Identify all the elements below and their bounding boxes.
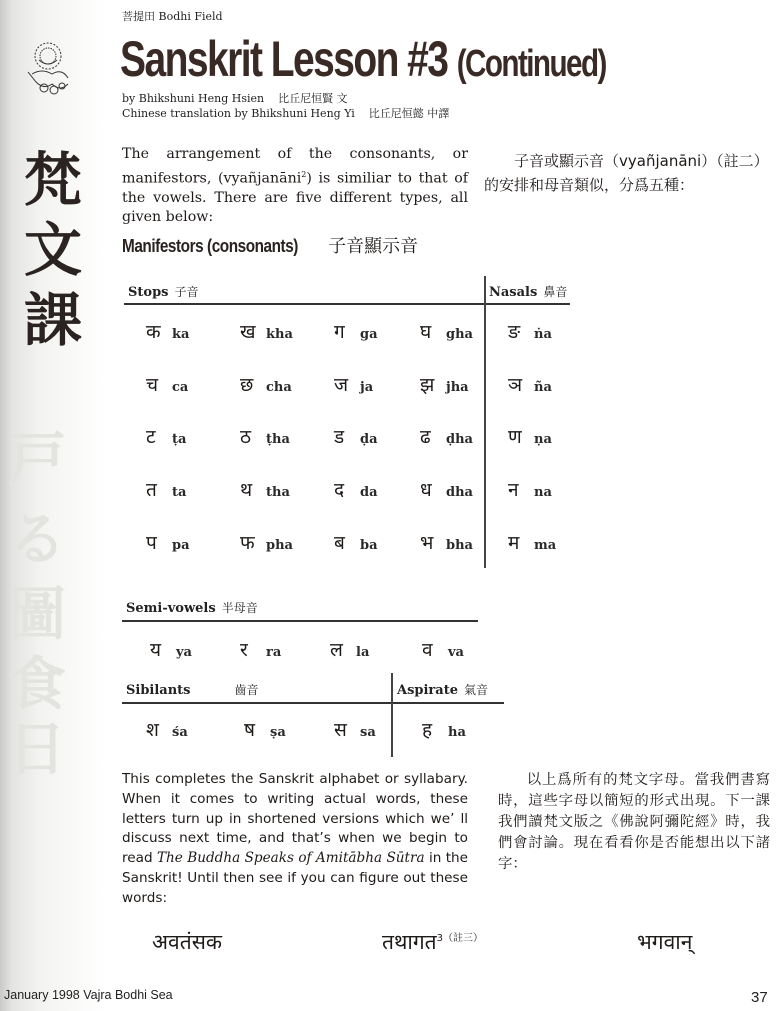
letter-cell bbox=[146, 371, 188, 397]
side-title-char: 課 bbox=[23, 286, 82, 354]
letter-cell bbox=[240, 371, 292, 397]
side-title-char: 文 bbox=[23, 216, 82, 284]
intro-paragraph bbox=[122, 145, 468, 228]
devanagari-glyph: द bbox=[334, 479, 345, 501]
nasals-label-zh: 鼻音 bbox=[543, 285, 568, 299]
letter-cell bbox=[422, 716, 466, 742]
letter-cell bbox=[508, 476, 552, 502]
table-divider bbox=[484, 276, 486, 568]
side-title-char: 梵 bbox=[23, 146, 82, 214]
transliteration: ya bbox=[176, 645, 192, 660]
transliteration: va bbox=[448, 645, 464, 660]
letter-cell bbox=[334, 318, 378, 344]
transliteration: kha bbox=[266, 327, 293, 342]
footnote-note: （註三） bbox=[443, 933, 483, 944]
transliteration: jha bbox=[446, 380, 469, 395]
transliteration: ṭha bbox=[266, 432, 290, 447]
practice-word bbox=[152, 928, 222, 956]
transliteration: ka bbox=[172, 327, 190, 342]
ghost-char: る bbox=[8, 505, 67, 573]
letter-cell bbox=[420, 529, 473, 555]
transliteration: tha bbox=[266, 485, 290, 500]
sibilants-label-zh: 齒音 bbox=[234, 683, 259, 697]
transliteration: sa bbox=[360, 725, 376, 740]
devanagari-glyph: भ bbox=[420, 532, 434, 554]
aspirate-header bbox=[397, 681, 488, 698]
ghost-char: 日 bbox=[8, 715, 67, 783]
letter-cell bbox=[240, 318, 293, 344]
nasals-header bbox=[489, 283, 567, 300]
letter-cell bbox=[508, 529, 556, 555]
table-rule bbox=[122, 620, 478, 622]
aspirate-label-zh: 氣音 bbox=[463, 683, 488, 697]
transliteration: ta bbox=[172, 485, 187, 500]
intro-text: The arrangement of the consonants, or manifestors, (vyañjanāni bbox=[122, 146, 468, 187]
transliteration: na bbox=[534, 485, 552, 500]
transliteration: ṣa bbox=[270, 725, 286, 740]
transliteration: la bbox=[356, 645, 370, 660]
letter-cell bbox=[240, 423, 290, 449]
letter-cell bbox=[146, 318, 189, 344]
title-main: Sanskrit Lesson #3 bbox=[120, 31, 448, 87]
letter-cell bbox=[244, 716, 286, 742]
devanagari-glyph: म bbox=[508, 532, 520, 554]
transliteration: ja bbox=[360, 380, 374, 395]
devanagari-glyph: ढ bbox=[420, 426, 431, 448]
ghost-char: 圖 bbox=[8, 580, 67, 648]
stops-label-zh: 子音 bbox=[174, 285, 199, 299]
transliteration: ra bbox=[266, 645, 282, 660]
practice-word bbox=[637, 928, 692, 956]
letter-cell bbox=[508, 318, 552, 344]
transliteration: ḍha bbox=[446, 432, 473, 447]
footer-issue: January 1998 Vajra Bodhi Sea bbox=[4, 988, 173, 1002]
guardian-lion-icon bbox=[22, 38, 74, 98]
closing-paragraph-zh: 以上爲所有的梵文字母。當我們書寫時，這些字母以簡短的形式出現。下一課我們讀梵文版之《佛說阿彌陀經》時，我們會討論。現在看看你是否能想出以下諸字： bbox=[498, 772, 770, 872]
devanagari-glyph: ज bbox=[334, 374, 349, 396]
transliteration: ḍa bbox=[360, 432, 378, 447]
letter-cell bbox=[420, 476, 473, 502]
devanagari-glyph: च bbox=[146, 374, 159, 396]
section-heading bbox=[122, 232, 418, 258]
practice-word bbox=[382, 928, 483, 956]
closing-text: in the Sanskrit! Until then see if you can figure out these words: bbox=[122, 850, 469, 906]
letter-cell bbox=[146, 529, 190, 555]
transliteration: gha bbox=[446, 327, 473, 342]
word-text: अवतंसक bbox=[152, 930, 223, 954]
transliteration: ña bbox=[534, 380, 552, 395]
sibilants-label: Sibilants bbox=[126, 683, 191, 698]
ghost-char: 戸 bbox=[8, 425, 67, 493]
devanagari-glyph: ङ bbox=[508, 321, 521, 343]
letter-cell bbox=[146, 716, 188, 742]
letter-cell bbox=[334, 423, 378, 449]
nasals-label: Nasals bbox=[489, 285, 538, 300]
letter-cell bbox=[240, 636, 281, 662]
word-text: तथागत bbox=[382, 930, 437, 954]
letter-cell bbox=[240, 476, 290, 502]
devanagari-glyph: त bbox=[146, 479, 157, 501]
section-heading-en: Manifestors (consonants) bbox=[122, 236, 298, 256]
intro-text: ) is similiar to that of the vowels. There are five different types, all given below: bbox=[122, 170, 468, 226]
devanagari-glyph: ड bbox=[334, 426, 345, 448]
letter-cell bbox=[422, 636, 464, 662]
transliteration: ca bbox=[172, 380, 189, 395]
aspirate-label: Aspirate bbox=[397, 683, 458, 698]
author-en: by Bhikshuni Heng Hsien bbox=[122, 92, 265, 105]
closing-paragraph bbox=[122, 770, 468, 909]
devanagari-glyph: ञ bbox=[508, 374, 523, 396]
footnote-ref: 2 bbox=[301, 169, 307, 179]
transliteration: ma bbox=[534, 538, 557, 553]
semivowels-header bbox=[126, 599, 258, 616]
byline bbox=[122, 91, 449, 121]
devanagari-glyph: स bbox=[334, 719, 347, 741]
letter-cell bbox=[240, 529, 293, 555]
devanagari-glyph: ल bbox=[330, 639, 343, 661]
page-title bbox=[120, 30, 606, 93]
transliteration: ha bbox=[448, 725, 466, 740]
translator-zh: 比丘尼恒懿 中譯 bbox=[368, 107, 450, 120]
transliteration: cha bbox=[266, 380, 292, 395]
devanagari-glyph: ग bbox=[334, 321, 345, 343]
ghost-char: 食 bbox=[8, 650, 67, 718]
devanagari-glyph: ब bbox=[334, 532, 345, 554]
transliteration: ṭa bbox=[172, 432, 187, 447]
author-zh: 比丘尼恒賢 文 bbox=[278, 92, 348, 105]
title-continued: (Continued) bbox=[456, 43, 606, 85]
transliteration: ba bbox=[360, 538, 378, 553]
running-head: 菩提田 Bodhi Field bbox=[122, 10, 223, 23]
page-number: 37 bbox=[751, 989, 768, 1006]
devanagari-glyph: श bbox=[146, 719, 159, 741]
transliteration: ṅa bbox=[534, 327, 552, 342]
transliteration: da bbox=[360, 485, 378, 500]
letter-cell bbox=[150, 636, 192, 662]
letter-cell bbox=[420, 423, 473, 449]
devanagari-glyph: ह bbox=[422, 719, 433, 741]
devanagari-glyph: व bbox=[422, 639, 433, 661]
transliteration: pha bbox=[266, 538, 293, 553]
letter-cell bbox=[420, 371, 469, 397]
letter-cell bbox=[508, 423, 552, 449]
transliteration: śa bbox=[172, 725, 188, 740]
devanagari-glyph: र bbox=[240, 639, 248, 661]
sibilants-header bbox=[126, 681, 259, 698]
transliteration: ga bbox=[360, 327, 378, 342]
transliteration: dha bbox=[446, 485, 473, 500]
devanagari-glyph: ख bbox=[240, 321, 256, 343]
transliteration: bha bbox=[446, 538, 473, 553]
letter-cell bbox=[334, 529, 378, 555]
letter-cell bbox=[334, 371, 373, 397]
semivowels-label-zh: 半母音 bbox=[221, 601, 258, 615]
letter-cell bbox=[508, 371, 552, 397]
devanagari-glyph: झ bbox=[420, 374, 435, 396]
stops-label: Stops bbox=[128, 285, 169, 300]
letter-cell bbox=[420, 318, 473, 344]
word-text: भगवान् bbox=[637, 930, 693, 954]
devanagari-glyph: फ bbox=[240, 532, 255, 554]
letter-cell bbox=[146, 476, 186, 502]
table-rule bbox=[122, 702, 504, 704]
translator-en: Chinese translation by Bhikshuni Heng Yi bbox=[122, 107, 355, 120]
intro-paragraph-zh: 子音或顯示音（vyañjanāni）（註二）的安排和母音類似，分爲五種： bbox=[484, 152, 762, 194]
side-title bbox=[18, 145, 88, 355]
devanagari-glyph: ट bbox=[146, 426, 156, 448]
devanagari-glyph: ष bbox=[244, 719, 255, 741]
transliteration: ṇa bbox=[534, 432, 552, 447]
letter-cell bbox=[334, 476, 378, 502]
devanagari-glyph: न bbox=[508, 479, 519, 501]
devanagari-glyph: घ bbox=[420, 321, 432, 343]
letter-cell bbox=[146, 423, 186, 449]
footnote-ref: 3 bbox=[436, 933, 443, 944]
devanagari-glyph: क bbox=[146, 321, 161, 343]
letter-cell bbox=[330, 636, 369, 662]
semivowels-label: Semi-vowels bbox=[126, 601, 216, 616]
section-heading-zh: 子音顯示音 bbox=[328, 236, 419, 257]
table-rule bbox=[124, 303, 570, 305]
stops-header bbox=[128, 283, 199, 300]
closing-text: This completes the Sanskrit alphabet or syllabary. When it comes to writing actual words, these letters turn up in shortened versions which we’ ll discuss next time, and that’s when we begin to read bbox=[122, 771, 468, 867]
letter-cell bbox=[334, 716, 376, 742]
transliteration: pa bbox=[172, 538, 190, 553]
devanagari-glyph: ण bbox=[508, 426, 522, 448]
devanagari-glyph: थ bbox=[240, 479, 253, 501]
devanagari-glyph: ध bbox=[420, 479, 432, 501]
devanagari-glyph: य bbox=[150, 639, 162, 661]
sutra-title: The Buddha Speaks of Amitābha Sūtra bbox=[156, 850, 425, 867]
devanagari-glyph: प bbox=[146, 532, 157, 554]
devanagari-glyph: छ bbox=[240, 374, 254, 396]
table-divider bbox=[391, 673, 393, 757]
devanagari-glyph: ठ bbox=[240, 426, 252, 448]
